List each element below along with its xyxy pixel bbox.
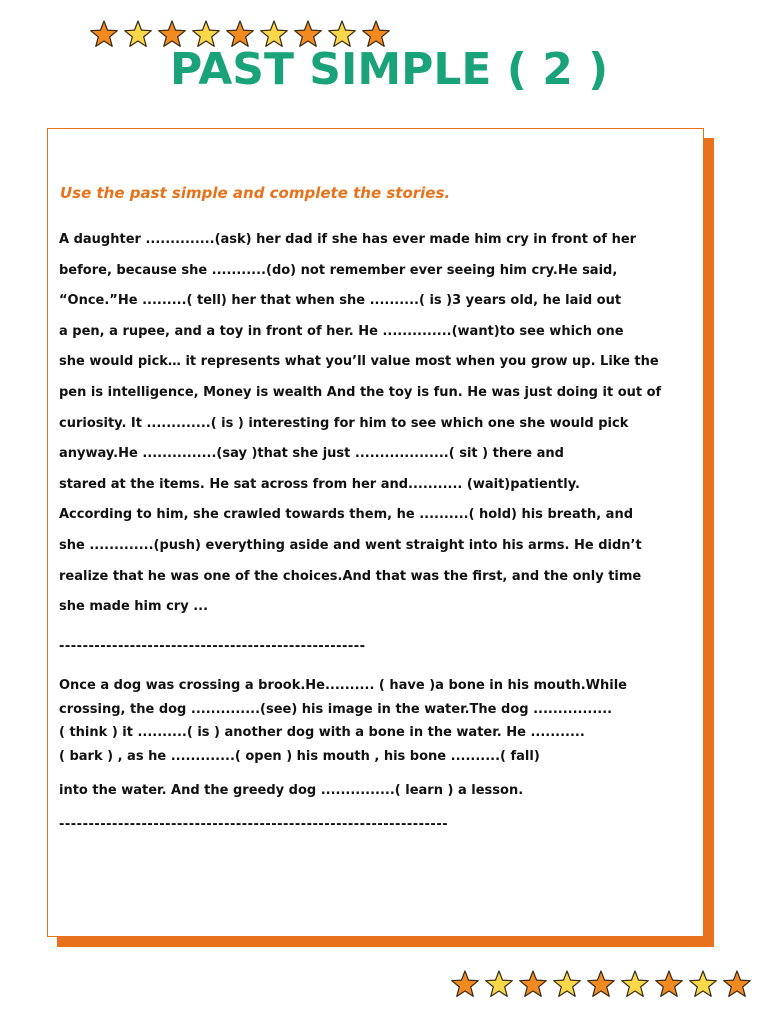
story-line: ( bark ) , as he .............( open ) his mouth , his bone ..........( fall) <box>59 748 540 764</box>
star-icon <box>619 968 651 1000</box>
story-line: “Once.”He .........( tell) her that when she ..........( is )3 years old, he laid out <box>59 293 622 309</box>
star-icon <box>721 968 753 1000</box>
star-icon <box>449 968 481 1000</box>
story-line: realize that he was one of the choices.And that was the first, and the only time <box>59 568 642 584</box>
story-line: crossing, the dog ..............(see) his image in the water.The dog ................ <box>59 701 613 717</box>
star-icon <box>653 968 685 1000</box>
story-line: A daughter ..............(ask) her dad if she has ever made him cry in front of her <box>59 232 637 247</box>
story-line: ( think ) it ..........( is ) another dog with a bone in the water. He ........... <box>59 725 585 740</box>
star-icon <box>88 18 120 50</box>
story-line: According to him, she crawled towards them, he ..........( hold) his breath, and <box>59 507 634 523</box>
page-title: PAST SIMPLE ( 2 ) <box>170 44 609 95</box>
star-icon <box>517 968 549 1000</box>
worksheet-card <box>47 128 704 937</box>
story-two <box>59 674 699 803</box>
star-icon <box>551 968 583 1000</box>
story-line: she .............(push) everything aside and went straight into his arms. He didn’t <box>59 537 642 553</box>
story-line: she made him cry ... <box>59 599 209 615</box>
star-icon <box>483 968 515 1000</box>
instruction-text: Use the past simple and complete the stories. <box>60 184 451 202</box>
story-one <box>59 225 699 623</box>
bottom-star-row <box>449 968 753 1000</box>
story-line: a pen, a rupee, and a toy in front of her. He ..............(want)to see which one <box>59 323 624 339</box>
story-line: into the water. And the greedy dog ...............( learn ) a lesson. <box>59 783 524 798</box>
story-line: pen is intelligence, Money is wealth And the toy is fun. He was just doing it out of <box>59 384 662 400</box>
story-line: curiosity. It .............( is ) interesting for him to see which one she would pick <box>59 415 629 431</box>
star-icon <box>122 18 154 50</box>
star-icon <box>687 968 719 1000</box>
dashed-divider: ------------------------------------------------------------------ <box>59 817 449 832</box>
story-line: Once a dog was crossing a brook.He.......... ( have )a bone in his mouth.While <box>59 678 627 693</box>
story-line: she would pick… it represents what you’ll value most when you grow up. Like the <box>59 354 659 370</box>
story-line: before, because she ...........(do) not remember ever seeing him cry.He said, <box>59 262 618 278</box>
star-icon <box>585 968 617 1000</box>
dashed-divider: ---------------------------------------------------- <box>59 639 366 654</box>
story-line: stared at the items. He sat across from her and........... (wait)patiently. <box>59 476 580 492</box>
story-line: anyway.He ...............(say )that she just ...................( sit ) there and <box>59 446 564 462</box>
